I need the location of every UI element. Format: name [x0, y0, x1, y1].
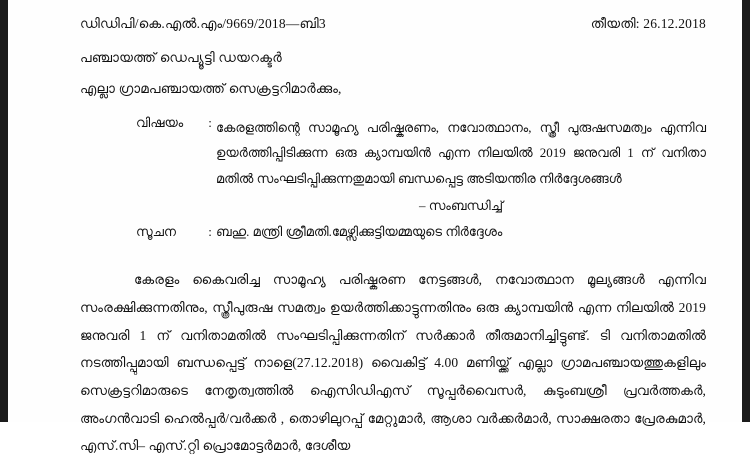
subject-reference-block [136, 115, 706, 240]
subject-key: വിഷയം [136, 115, 184, 130]
document-body [80, 8, 706, 460]
scan-left-gutter [0, 0, 8, 422]
recipient-line: എല്ലാ ഗ്രാമപഞ്ചായത്ത് സെക്രട്ടറിമാര്‍ക്കും, [80, 81, 342, 96]
reference-number: ഡിഡിപി/കെ.എല്‍.എം/9669/2018—ബി3 [80, 16, 326, 31]
document-header-row [80, 16, 706, 32]
subject-tail: – സംബന്ധിച്ച് [418, 198, 504, 214]
document-sheet [8, 0, 742, 454]
reference-value: ബഹു. മന്ത്രി ശ്രീമതി.മേഴ്സിക്കുട്ടിയമ്മയുടെ നിര്‍ദ്ദേശം [216, 224, 503, 240]
reference-colon: : [208, 224, 212, 240]
date-value: 26.12.2018 [643, 16, 706, 31]
subject-value: കേരളത്തിന്റെ സാമൂഹ്യ പരിഷ്കരണം, നവോത്ഥാനം, സ്ത്രീ പുരുഷസമത്വം എന്നിവ ഉയര്‍ത്തിപ്പിടിക്കുന്ന ഒരു ക്യാമ്പയിന്‍ എന്ന നിലയില്‍ 2019 ജനുവരി 1 ന് വനിതാ മതില്‍ സംഘടിപ്പിക്കുന്നതുമായി ബന്ധപ്പെട്ട അടിയന്തിര നിര്‍ദ്ദേശങ്ങള്‍ [216, 120, 706, 186]
paragraph-text: കേരളം കൈവരിച്ച സാമൂഹ്യ പരിഷ്കരണ നേട്ടങ്ങള്‍, നവോത്ഥാന മൂല്യങ്ങള്‍ എന്നിവ സംരക്ഷിക്കുന്നതിനും, സ്ത്രീപുരുഷ സമത്വം ഉയര്‍ത്തിക്കാട്ടുന്നതിനും ഒരു ക്യാമ്പയിന്‍ എന്ന നിലയില്‍ 2019 ജനുവരി 1 ന് വനിതാമതില്‍ സംഘടിപ്പിക്കുന്നതിന് സര്‍ക്കാര്‍ തീരുമാനിച്ചിട്ടുണ്ട്. ടി വനിതാമതില്‍ നടത്തിപ്പുമായി ബന്ധപ്പെട്ട് നാളെ(27.12.2018) വൈകിട്ട് 4.00 മണിയ്ക്ക് എല്ലാ ഗ്രാമപഞ്ചായത്തുകളിലും സെക്രട്ടറിമാരുടെ നേതൃത്വത്തില്‍ ഐസിഡിഎസ് സൂപ്പര്‍വൈസര്‍, കുടുംബശ്രീ പ്രവര്‍ത്തകര്‍, അംഗന്‍വാടി ഹെല്‍പ്പര്‍/വര്‍ക്കര്‍ , തൊഴിലുറപ്പ് മേറ്റുമാര്‍, ആശാ വര്‍ക്കര്‍മാര്‍, സാക്ഷരതാ പ്രേരകുമാര്‍, എസ്.സി– എസ്.റ്റി പ്രൊമോട്ടര്‍മാര്‍, ദേശീയ [80, 272, 706, 454]
scan-right-gutter [742, 0, 750, 422]
sender-line: പഞ്ചായത്ത് ഡെപ്യൂട്ടി ഡയറക്ടര്‍ [80, 50, 282, 65]
subject-value-wrap [216, 115, 706, 218]
subject-colon: : [208, 115, 212, 130]
document-date [591, 16, 706, 32]
reference-key: സൂചന [136, 224, 176, 240]
reference-row [136, 224, 706, 240]
subject-row [136, 115, 706, 218]
body-paragraph [80, 266, 706, 460]
date-label: തീയതി: [590, 16, 640, 31]
